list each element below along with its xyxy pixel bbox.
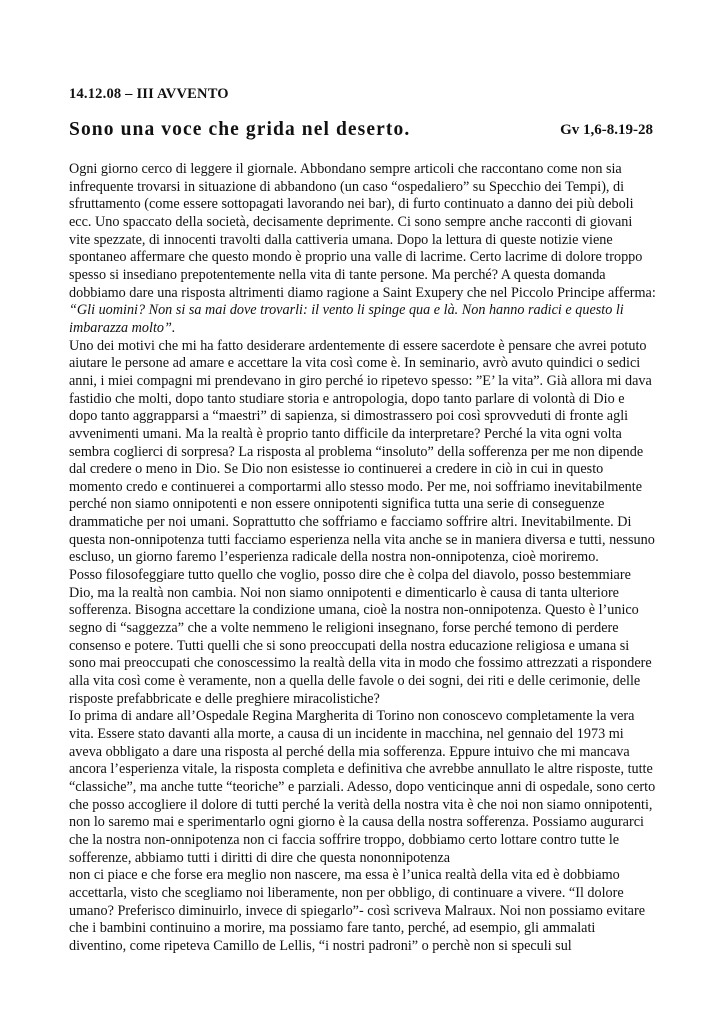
paragraph-1-quote: “Gli uomini? Non si sa mai dove trovarli: il vento li spinge qua e là. Non hanno radici e questo li imbarazza molto”.	[69, 302, 624, 336]
paragraph-3: Posso filosofeggiare tutto quello che voglio, posso dire che è colpa del diavolo, posso bestemmiare Dio, ma la realtà non cambia. Noi non siamo onnipotenti e dimenticarlo è causa di tanta ulteriore sofferenza. Bisogna accettare la condizione umana, cioè la nostra non-onnipotenza. Questo è l’unico segno di “saggezza” che a volte nemmeno le religioni insegnano, forse perché temono di perdere consenso e potere. Tutti quelli che si sono preoccupati della nostra educazione religiosa e umana si sono mai preoccupati che conoscessimo la realtà della vita in modo che fossimo attrezzati a rispondere alla vita così come è veramente, non a quella delle favole o dei sogni, dei riti e delle cerimonie, delle risposte prefabbricate e delle preghiere miracolistiche?	[69, 567, 652, 707]
paragraph-2: Uno dei motivi che mi ha fatto desiderare ardentemente di essere sacerdote è pensare che avrei potuto aiutare le persone ad amare e accettare la vita così come è. In seminario, avrò avuto quindici o sedici anni, i miei compagni mi prendevano in giro perché io ripetevo spesso: ”E’ la vita”. Già allora mi dava fastidio che molti, dopo tanto studiare storia e antropologia, dopo tanto parlare di volontà di Dio e dopo tanto aggrapparsi a “maestri” di sapienza, si dimostrassero poi così sprovveduti di fronte agli avvenimenti umani. Ma la realtà è proprio tanto difficile da interpretare? Perché la vita ogni volta sembra coglierci di sorpresa? La risposta al problema “insoluto” della sofferenza per me non dipende dal credere o meno in Dio. Se Dio non esistesse io continuerei a credere in ciò in cui in questo momento credo e continuerei a comportarmi allo stesso modo. Per me, noi soffriamo inevitabilmente perché non siamo onnipotenti e non essere onnipotenti significa tutta una serie di conseguenze drammatiche per noi umani. Soprattutto che soffriamo e facciamo soffrire altri. Inevitabilmente. Di questa non-onnipotenza tutti facciamo esperienza nella vita anche se in maniera diversa e tutti, nessuno escluso, un giorno faremo l’esperienza radicale della nostra non-onnipotenza, cioè moriremo.	[69, 337, 655, 566]
paragraph-4: Io prima di andare all’Ospedale Regina Margherita di Torino non conoscevo completamente la vera vita. Essere stato davanti alla morte, a causa di un incidente in macchina, nel gennaio del 1973 mi aveva obbligato a dare una risposta al perché della mia sofferenza. Eppure intuivo che mi mancava ancora l’esperienza vitale, la risposta completa e definitiva che avrebbe annullato le altre risposte, tutte “classiche”, ma anche tutte “teoriche” e parziali. Adesso, dopo venticinque anni di ospedale, sono certo che posso accogliere il dolore di tutti perché la verità della nostra vita è che noi non siamo onnipotenti, non lo saremo mai e sperimentarlo ogni giorno è la causa della nostra sofferenza. Possiamo augurarci che la nostra non-onnipotenza non ci faccia soffrire troppo, dobbiamo certo lottare contro tutte le sofferenze, abbiamo tutti i diritti di dire che questa nononnipotenza	[69, 708, 656, 866]
paragraph-1-text: Ogni giorno cerco di leggere il giornale. Abbondano sempre articoli che raccontano come non sia infrequente trovarsi in situazione di abbandono (un caso “ospedaliero” su Specchio dei Tempi), di sfruttamento (come essere sottopagati lavorando nei bar), di furto continuato a danno dei più deboli ecc. Uno spaccato della società, decisamente deprimente. Ci sono sempre anche racconti di giovani vite spezzate, di innocenti travolti dalla cattiveria umana. Dopo la lettura di queste notizie viene spontaneo affermare che questo mondo è proprio una valle di lacrime. Certo lacrime di dolore troppo spesso si insediano prepotentemente nella vita di tante persone. Ma perché? A questa domanda dobbiamo dare una risposta altrimenti diamo ragione a Saint Exupery che nel Piccolo Principe afferma:	[69, 161, 656, 301]
date-heading: 14.12.08 – III AVVENTO	[69, 86, 229, 102]
paragraph-1	[69, 161, 656, 338]
document-title: Sono una voce che grida nel deserto.	[69, 119, 411, 140]
title-row	[69, 119, 653, 145]
gospel-reference: Gv 1,6-8.19-28	[560, 122, 653, 138]
document-body	[69, 161, 656, 956]
paragraph-5: non ci piace e che forse era meglio non nascere, ma essa è l’unica realtà della vita ed è dobbiamo accettarla, visto che scegliamo noi liberamente, non per obbligo, di continuare a vivere. “Il dolore umano? Preferisco diminuirlo, invece di spiegarlo”- così scriveva Malraux. Noi non possiamo evitare che i bambini continuino a morire, ma possiamo fare tanto, perché, ad esempio, gli ammalati diventino, come ripeteva Camillo de Lellis, “i nostri padroni” o perchè non si speculi sul	[69, 867, 645, 954]
